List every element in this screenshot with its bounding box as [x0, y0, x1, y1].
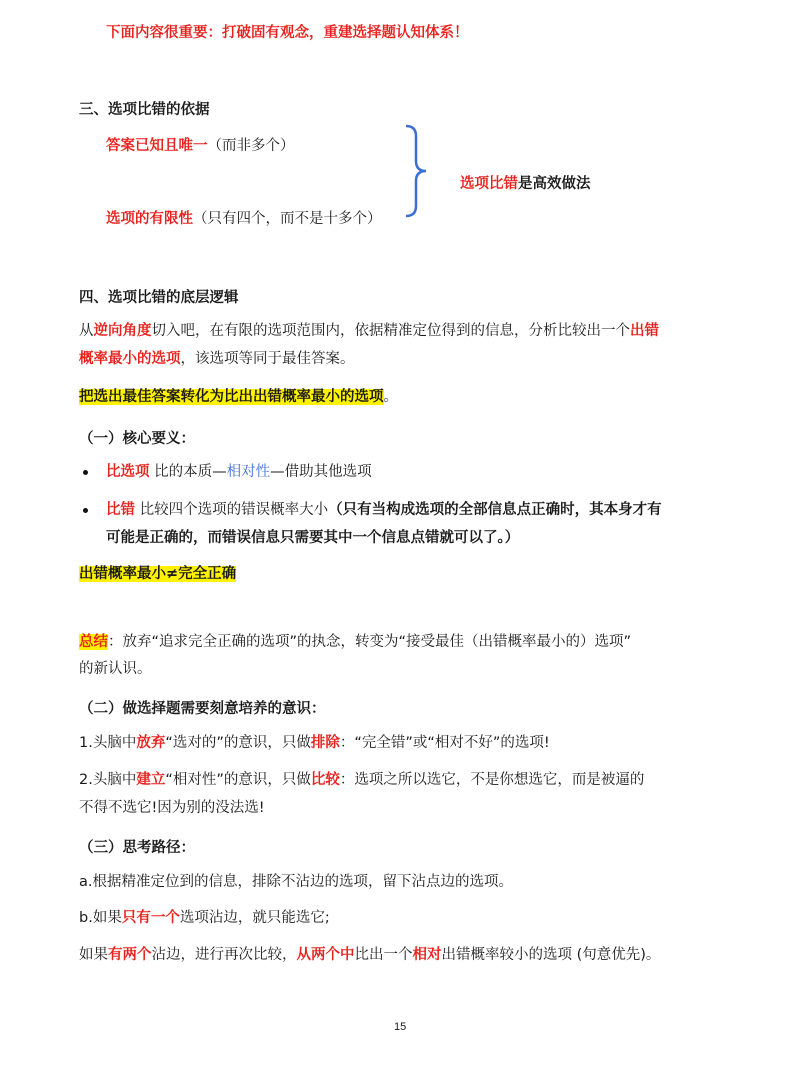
bullet-1-key: 比选项: [106, 464, 150, 480]
emphasis-error: 出错: [630, 323, 659, 339]
emphasis-abandon: 放弃: [136, 735, 166, 751]
text: ：放弃“追求完全正确的选项”的执念，转变为“接受最佳（出错概率最小的）选项”: [108, 634, 632, 650]
text: 比较四个选项的错误概率大小: [135, 502, 329, 518]
bullet-2-key: 比错: [106, 502, 135, 518]
emphasis-exclude: 排除: [310, 735, 340, 751]
bullet-dot: [83, 470, 88, 475]
summary-label: 总结: [79, 634, 108, 650]
text: 比的本质—: [149, 464, 227, 480]
text: （只有当构成选项的全部信息点正确时，其本身才有: [328, 502, 662, 518]
text: “相对性”的意识，只做: [165, 772, 311, 788]
bullet-1: [106, 457, 372, 487]
summary-line-2: 的新认识。: [79, 661, 152, 677]
numbered-item-1: [79, 728, 550, 758]
conclusion-line: [460, 169, 591, 199]
text: 1.头脑中: [79, 735, 137, 751]
emphasis-only-one: 只有一个: [121, 910, 180, 926]
basis-line-2: [106, 204, 382, 234]
emphasis-two: 有两个: [108, 947, 152, 963]
numbered-item-2-line-2: 不得不选它!因为别的没法选!: [79, 800, 265, 816]
paragraph-1-line-1: [79, 316, 659, 346]
emphasis-relativity: 相对性: [226, 464, 271, 480]
text: —借助其他选项: [270, 464, 372, 480]
conclusion-key: 选项比错: [460, 176, 518, 192]
bullet-2-line-2: 可能是正确的，而错误信息只需要其中一个信息点错就可以了。）: [106, 530, 520, 546]
basis-1-key: 答案已知且唯一: [106, 138, 208, 154]
text: 。: [383, 389, 398, 405]
basis-2-note: （只有四个，而不是十多个）: [193, 211, 382, 227]
path-step-a: a.根据精准定位到的信息，排除不沾边的选项，留下沾点边的选项。: [79, 874, 513, 890]
path-step-b: [79, 903, 330, 933]
emphasis-from-two: 从两个中: [296, 947, 355, 963]
numbered-item-2-line-1: [79, 765, 644, 795]
text: 沾边，进行再次比较，: [151, 947, 297, 963]
subsection-3-heading: （三）思考路径：: [79, 840, 195, 856]
text: ：选项之所以选它，不是你想选它，而是被逼的: [339, 772, 645, 788]
page-number: 15: [394, 1021, 407, 1033]
text: ，该选项等同于最佳答案。: [180, 351, 355, 367]
text: 选项沾边，就只能选它;: [179, 910, 330, 926]
text: 如果: [79, 947, 108, 963]
emphasis-compare: 比较: [310, 772, 340, 788]
path-step-c: [79, 940, 660, 970]
intro-note: 下面内容很重要：打破固有观念，重建选择题认知体系！: [106, 25, 469, 41]
emphasis-establish: 建立: [136, 772, 166, 788]
paragraph-1-line-2: [79, 344, 355, 374]
highlighted-key-sentence: 出错概率最小≠完全正确: [79, 566, 237, 582]
text: 从: [79, 323, 94, 339]
emphasis-lowest-probability: 概率最小的选项: [79, 351, 181, 367]
bullet-dot: [83, 508, 88, 513]
highlight-line-2: [79, 559, 236, 589]
basis-line-1: [106, 131, 295, 161]
section-3-heading: 三、选项比错的依据: [79, 102, 210, 118]
highlighted-key-sentence: 把选出最佳答案转化为比出出错概率最小的选项: [79, 389, 384, 405]
subsection-2-heading: （二）做选择题需要刻意培养的意识：: [79, 701, 326, 717]
basis-2-key: 选项的有限性: [106, 211, 193, 227]
bullet-2-line-1: [106, 495, 662, 525]
text: 比出一个: [354, 947, 413, 963]
text: 出错概率较小的选项 (句意优先)。: [441, 947, 661, 963]
basis-1-note: （而非多个）: [207, 138, 295, 154]
summary-line-1: [79, 627, 631, 657]
curly-brace: [402, 124, 432, 218]
subsection-1-heading: （一）核心要义：: [79, 431, 195, 447]
emphasis-relative: 相对: [412, 947, 442, 963]
text: ：“完全错”或“相对不好”的选项!: [339, 735, 550, 751]
emphasis-reverse-angle: 逆向角度: [93, 323, 152, 339]
section-4-heading: 四、选项比错的底层逻辑: [79, 290, 239, 306]
text: 切入吧，在有限的选项范围内，依据精准定位得到的信息，分析比较出一个: [151, 323, 630, 339]
text: b.如果: [79, 910, 122, 926]
conclusion-rest: 是高效做法: [518, 176, 591, 192]
highlight-line-1: [79, 382, 398, 412]
text: “选对的”的意识，只做: [165, 735, 311, 751]
text: 2.头脑中: [79, 772, 137, 788]
